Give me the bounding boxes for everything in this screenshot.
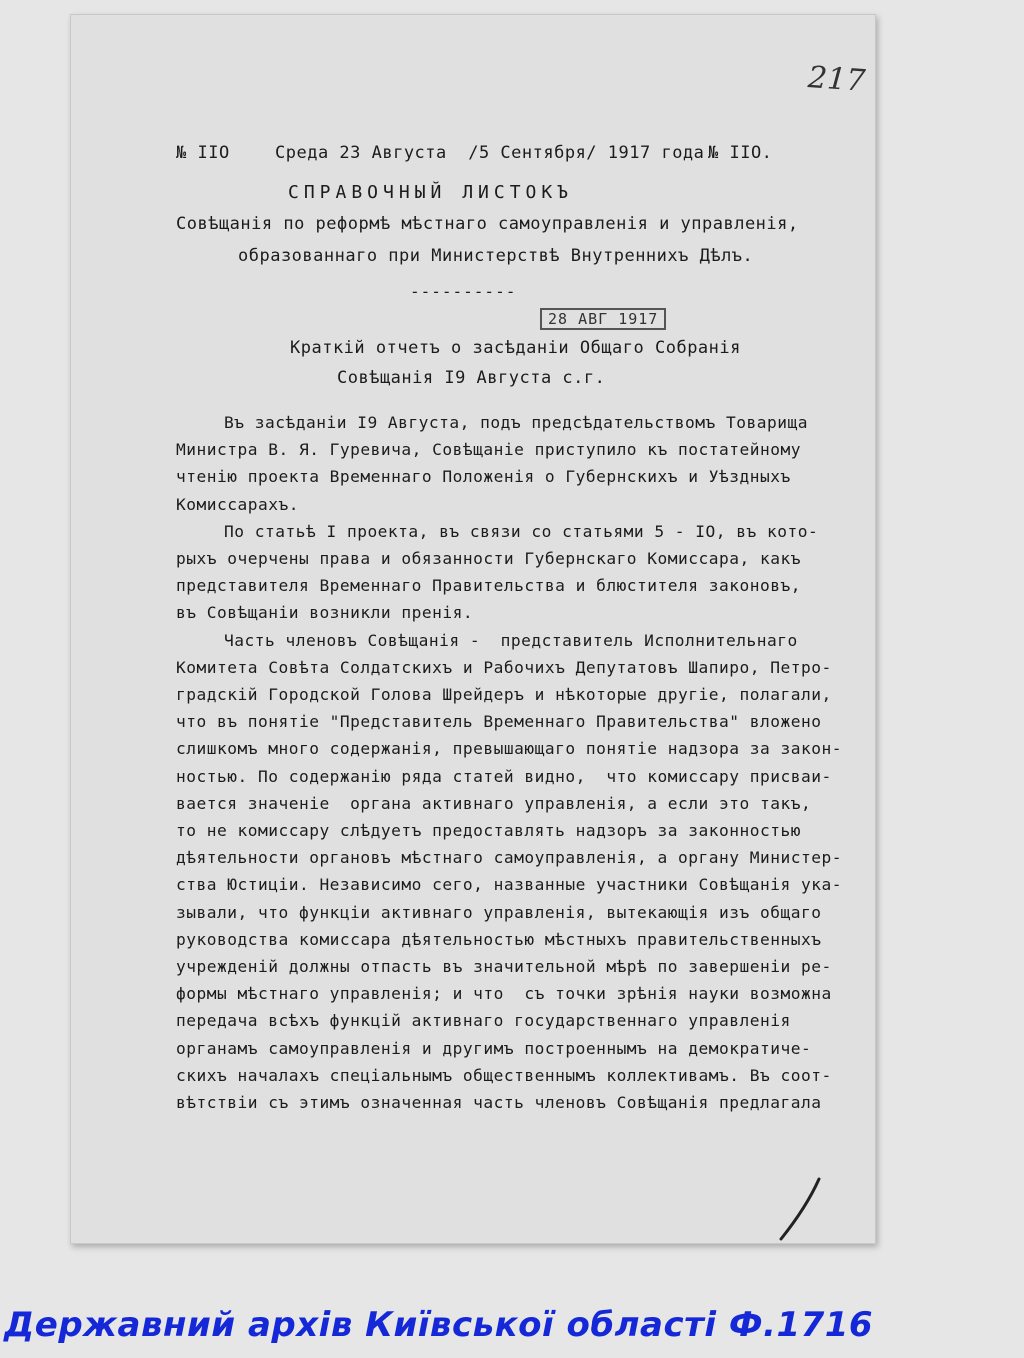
- header-date: Среда 23 Августа /5 Сентября/ 1917 года: [275, 143, 705, 163]
- body-line: органамъ самоуправленія и другимъ построеннымъ на демократиче-: [176, 1039, 812, 1058]
- header-number-left: № IIO: [176, 143, 230, 163]
- body-line: Комитета Совѣта Солдатскихъ и Рабочихъ Депутатовъ Шапиро, Петро-: [176, 658, 832, 677]
- body-line: По статьѣ I проекта, въ связи со статьями 5 - IO, въ кото-: [224, 522, 819, 541]
- body-line: представителя Временнаго Правительства и блюстителя законовъ,: [176, 576, 801, 595]
- body-line: ностью. По содержанію ряда статей видно, что комиссару присваи-: [176, 767, 832, 786]
- archive-caption: Державний архів Київської області Ф.1716: [4, 1305, 874, 1345]
- handwritten-folio-number: 217: [806, 60, 867, 99]
- subtitle-line-1: Совѣщанія по реформѣ мѣстнаго самоуправленія и управленія,: [176, 214, 799, 234]
- body-line: Часть членовъ Совѣщанія - представитель Исполнительнаго: [224, 631, 798, 650]
- body-line: то не комиссару слѣдуетъ предоставлять надзоръ за законностью: [176, 821, 801, 840]
- date-stamp: 28 АВГ 1917: [540, 308, 666, 330]
- body-line: ства Юстиціи. Независимо сего, названные участники Совѣщанія ука-: [176, 875, 842, 894]
- body-line: рыхъ очерчены права и обязанности Губернскаго Комиссара, какъ: [176, 549, 801, 568]
- document-title: СПРАВОЧНЫЙ ЛИСТОКЪ: [288, 182, 574, 203]
- body-line: вается значеніе органа активнаго управленія, а если это такъ,: [176, 794, 812, 813]
- body-line: чтенію проекта Временнаго Положенія о Губернскихъ и Уѣздныхъ: [176, 467, 791, 486]
- body-line: руководства комиссара дѣятельностью мѣстныхъ правительственныхъ: [176, 930, 822, 949]
- divider: ----------: [410, 282, 517, 301]
- subtitle-line-2: образованнаго при Министерствѣ Внутреннихъ Дѣлъ.: [238, 246, 754, 266]
- body-line: Комиссарахъ.: [176, 495, 299, 514]
- body-line: Министра В. Я. Гуревича, Совѣщаніе приступило къ постатейному: [176, 440, 801, 459]
- header-number-right: № IIO.: [708, 143, 773, 163]
- body-line: слишкомъ много содержанія, превышающаго понятіе надзора за закон-: [176, 739, 842, 758]
- body-line: скихъ началахъ спеціальнымъ общественнымъ коллективамъ. Въ соот-: [176, 1066, 832, 1085]
- report-title-line-1: Краткій отчетъ о засѣданіи Общаго Собранія: [290, 338, 741, 358]
- body-line: Въ засѣданіи I9 Августа, подъ предсѣдательствомъ Товарища: [224, 413, 809, 432]
- body-line: учрежденій должны отпасть въ значительной мѣрѣ по завершеніи ре-: [176, 957, 832, 976]
- body-line: дѣятельности органовъ мѣстнаго самоуправленія, а органу Министер-: [176, 848, 842, 867]
- handwritten-pen-mark: [775, 1175, 825, 1245]
- body-line: градскій Городской Голова Шрейдеръ и нѣкоторые другіе, полагали,: [176, 685, 832, 704]
- body-line: передача всѣхъ функцій активнаго государственнаго управленія: [176, 1011, 791, 1030]
- body-line: что въ понятіе "Представитель Временнаго Правительства" вложено: [176, 712, 822, 731]
- body-line: формы мѣстнаго управленія; и что съ точки зрѣнія науки возможна: [176, 984, 832, 1003]
- body-line: вѣтствіи съ этимъ означенная часть членовъ Совѣщанія предлагала: [176, 1093, 822, 1112]
- body-line: зывали, что функціи активнаго управленія, вытекающія изъ общаго: [176, 903, 822, 922]
- body-line: въ Совѣщаніи возникли пренія.: [176, 603, 474, 622]
- report-title-line-2: Совѣщанія I9 Августа с.г.: [337, 368, 606, 388]
